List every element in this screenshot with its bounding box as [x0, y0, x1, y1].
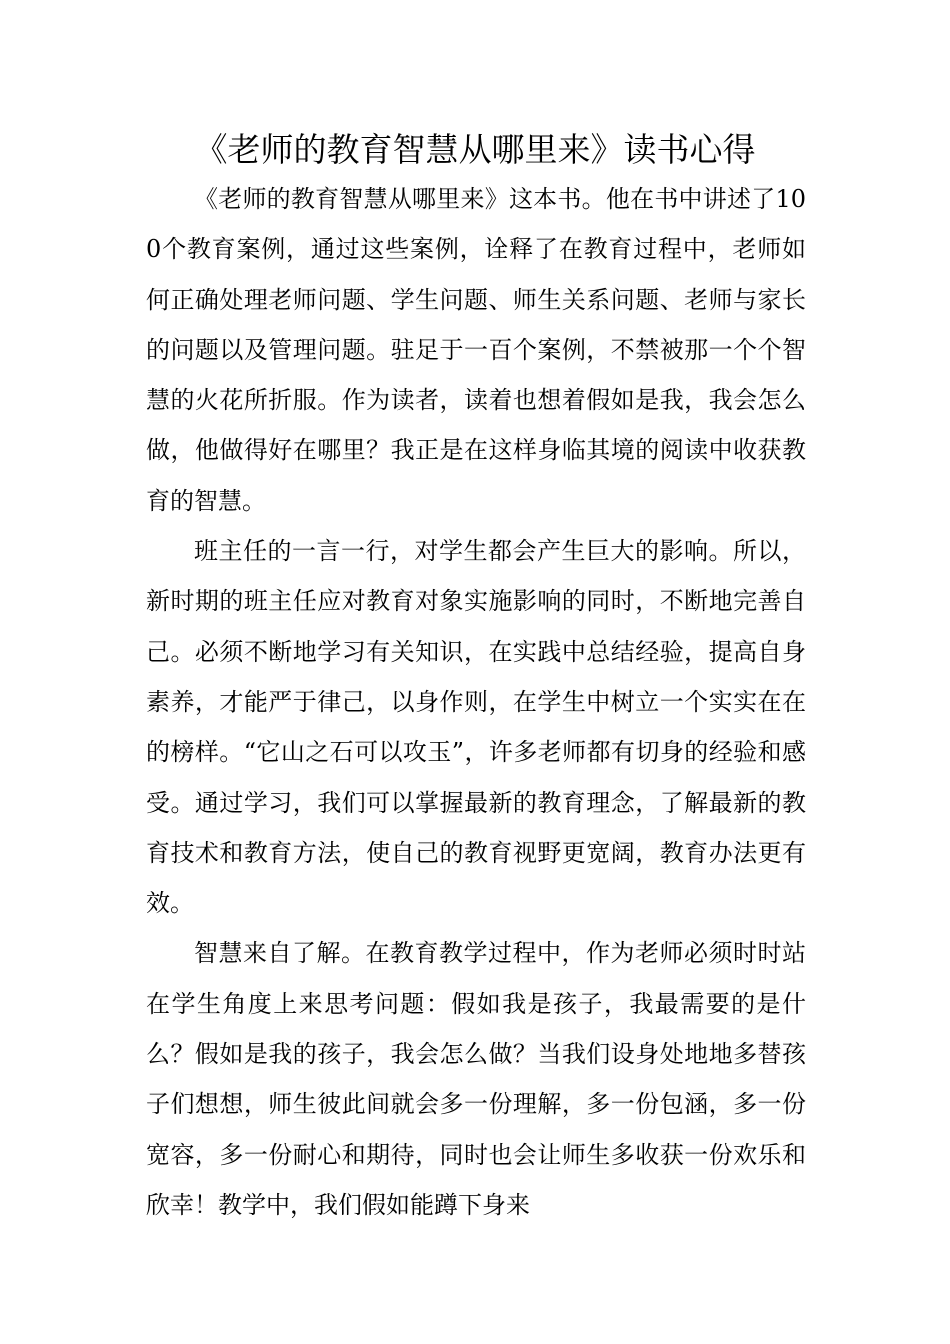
- paragraph-3: 智慧来自了解。在教育教学过程中，作为老师必须时时站在学生角度上来思考问题：假如我是孩子，我最需要的是什么？假如是我的孩子，我会怎么做？当我们设身处地地多替孩子们想想，师生彼此间就会多一份理解，多一份包涵，多一份宽容，多一份耐心和期待，同时也会让师生多收获一份欢乐和欣幸！教学中，我们假如能蹲下身来: [146, 939, 806, 1219]
- paragraph-2: 班主任的一言一行，对学生都会产生巨大的影响。所以，新时期的班主任应对教育对象实施影响的同时，不断地完善自己。必须不断地学习有关知识，在实践中总结经验，提高自身素养，才能严于律己，以身作则，在学生中树立一个实实在在的榜样。“它山之石可以攻玉”，许多老师都有切身的经验和感受。通过学习，我们可以掌握最新的教育理念，了解最新的教育技术和教育方法，使自己的教育视野更宽阔，教育办法更有效。: [146, 537, 806, 918]
- document-title: 《老师的教育智慧从哪里来》读书心得: [194, 130, 756, 169]
- document-body: [146, 174, 806, 1230]
- paragraph-1: 《老师的教育智慧从哪里来》这本书。他在书中讲述了100个教育案例，通过这些案例，诠释了在教育过程中，老师如何正确处理老师问题、学生问题、师生关系问题、老师与家长的问题以及管理问题。驻足于一百个案例，不禁被那一个个智慧的火花所折服。作为读者，读着也想着假如是我，我会怎么做，他做得好在哪里？我正是在这样身临其境的阅读中收获教育的智慧。: [146, 185, 806, 515]
